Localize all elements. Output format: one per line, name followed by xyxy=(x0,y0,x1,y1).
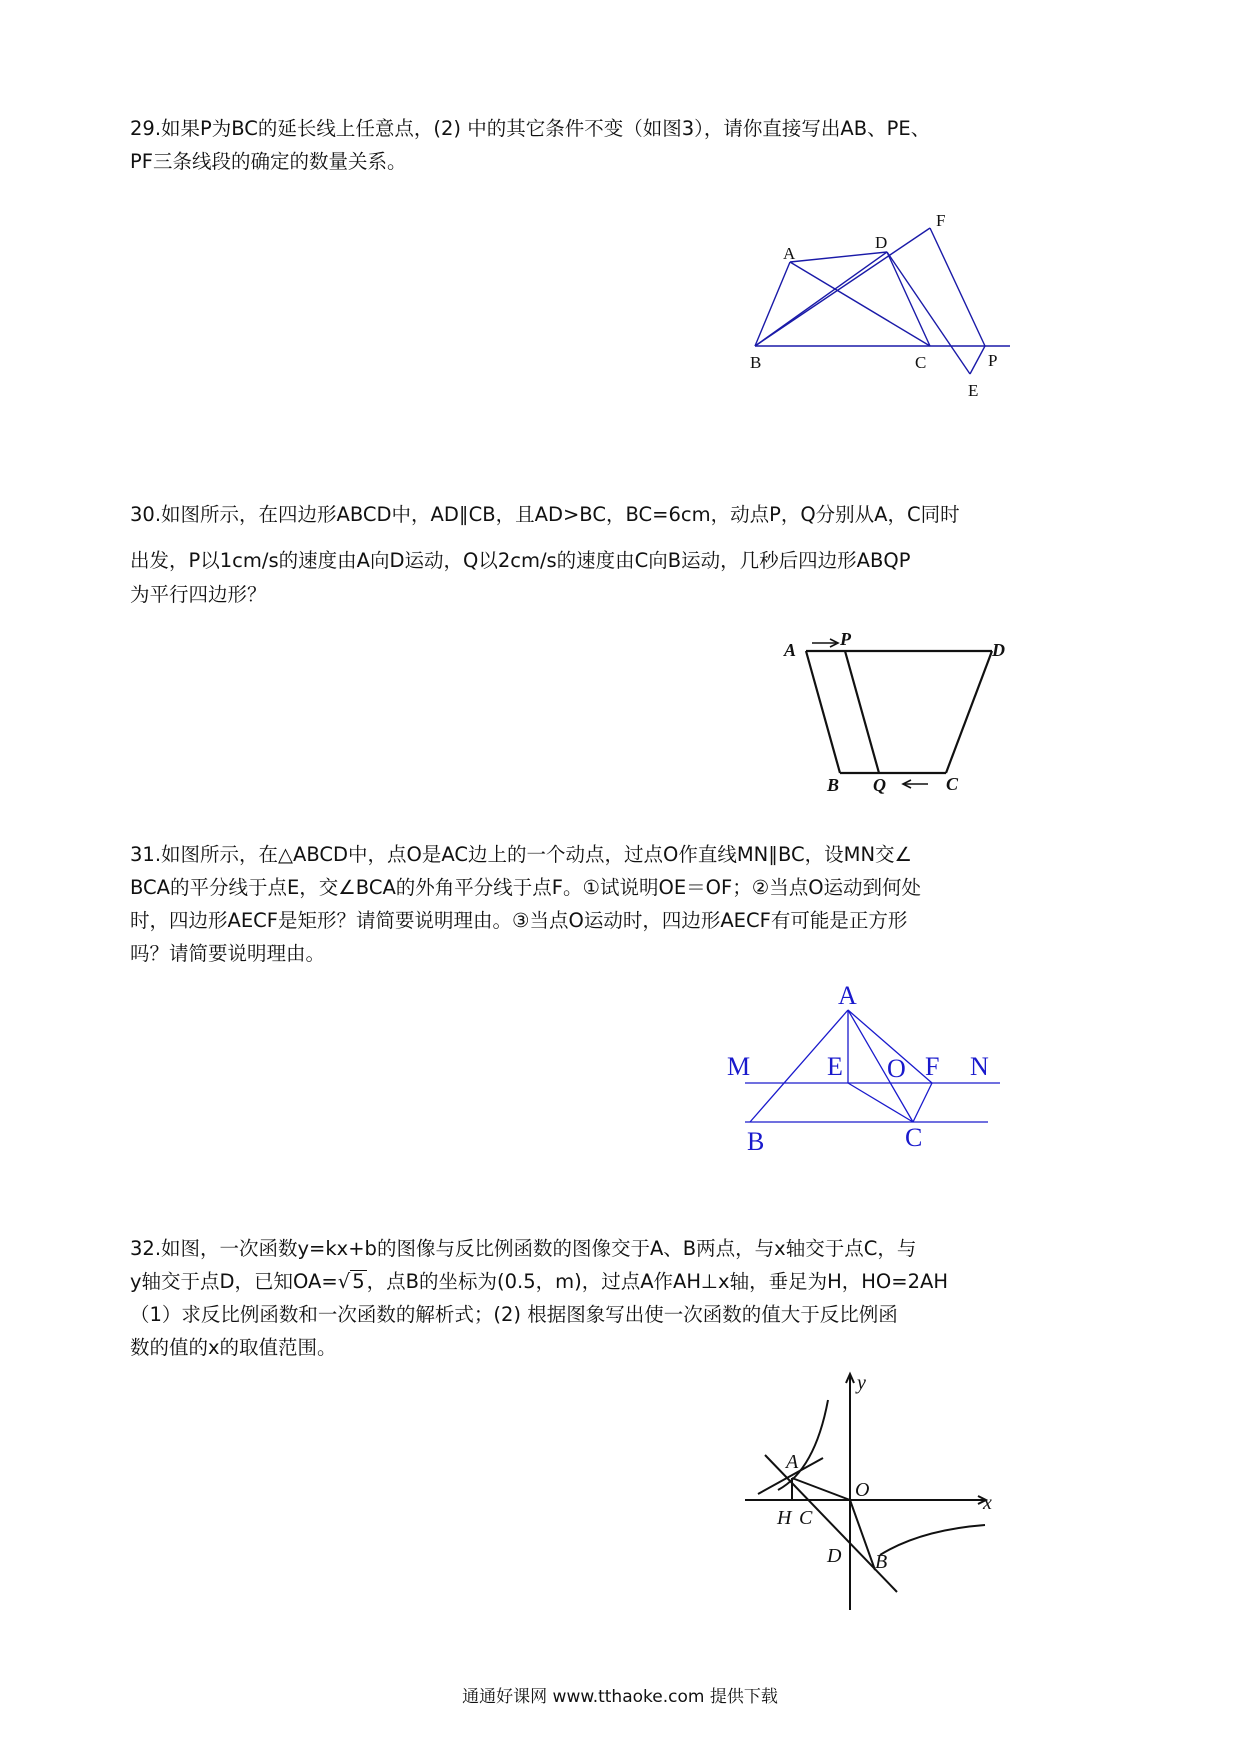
question-32-line-4: 数的值的x的取值范围。 xyxy=(130,1336,337,1359)
figure-30 xyxy=(770,625,1010,795)
question-31-line-3: 时，四边形AECF是矩形？请简要说明理由。③当点O运动时，四边形AECF有可能是正方形 xyxy=(130,909,908,932)
label-C: C xyxy=(915,353,927,372)
label-D: D xyxy=(992,640,1005,660)
label-C: C xyxy=(905,1123,923,1152)
figure-29 xyxy=(740,200,1020,405)
label-Q: Q xyxy=(873,775,886,795)
question-31 xyxy=(130,838,1010,970)
question-29-line-2: PF三条线段的确定的数量关系。 xyxy=(130,150,407,173)
figure-31 xyxy=(720,975,1010,1160)
label-N: N xyxy=(970,1052,989,1081)
question-30-line-1: 30.如图所示，在四边形ABCD中，AD∥CB，且AD>BC，BC=6cm，动点P，Q分别从A，C同时 xyxy=(130,503,960,526)
label-B: B xyxy=(747,1127,765,1156)
question-30 xyxy=(130,496,1010,610)
label-B: B xyxy=(875,1551,888,1573)
label-B: B xyxy=(750,353,762,372)
label-E: E xyxy=(827,1052,843,1081)
question-32-line-3: （1）求反比例函数和一次函数的解析式；(2) 根据图象写出使一次函数的值大于反比例函 xyxy=(130,1303,898,1326)
question-31-line-4: 吗？请简要说明理由。 xyxy=(130,942,326,965)
label-A: A xyxy=(783,244,796,263)
label-D: D xyxy=(875,233,888,252)
label-O: O xyxy=(887,1054,906,1083)
label-F: F xyxy=(925,1052,940,1081)
question-32 xyxy=(130,1232,1010,1364)
question-31-line-1: 31.如图所示，在△ABCD中，点O是AC边上的一个动点，过点O作直线MN∥BC，设MN交∠ xyxy=(130,843,913,866)
label-A: A xyxy=(786,1451,799,1473)
question-30-line-2: 出发，P以1cm/s的速度由A向D运动，Q以2cm/s的速度由C向B运动，几秒后四边形ABQP xyxy=(130,549,911,572)
question-32-line-2 xyxy=(130,1265,1010,1298)
figure-32 xyxy=(740,1368,1010,1618)
label-D: D xyxy=(827,1545,842,1567)
label-E: E xyxy=(968,381,979,400)
label-C: C xyxy=(946,774,959,794)
label-F: F xyxy=(936,211,946,230)
question-29 xyxy=(130,112,1010,178)
label-P: P xyxy=(840,629,851,649)
label-C: C xyxy=(799,1507,813,1529)
question-32-line-2-end: ，点B的坐标为(0.5，m)，过点A作AH⊥x轴，垂足为H，HO=2AH xyxy=(366,1270,949,1293)
label-O: O xyxy=(855,1479,870,1501)
sqrt-symbol: √ xyxy=(337,1270,351,1293)
question-32-line-1: 32.如图，一次函数y=kx+b的图像与反比例函数的图像交于A、B两点，与x轴交于点C，与 xyxy=(130,1237,917,1260)
label-x: x xyxy=(983,1492,992,1514)
label-M: M xyxy=(727,1052,751,1081)
page-footer: 通通好课网 www.tthaoke.com 提供下载 xyxy=(462,1687,778,1707)
label-A: A xyxy=(838,981,857,1010)
question-32-line-2-start: y轴交于点D，已知OA= xyxy=(130,1270,338,1293)
label-H: H xyxy=(777,1507,792,1529)
label-P: P xyxy=(988,351,998,370)
question-29-line-1: 29.如果P为BC的延长线上任意点，(2) 中的其它条件不变（如图3），请你直接写出AB、PE、 xyxy=(130,117,931,140)
label-A: A xyxy=(784,640,797,660)
question-30-line-3: 为平行四边形？ xyxy=(130,583,267,606)
question-31-line-2: BCA的平分线于点E，交∠BCA的外角平分线于点F。①试说明OE＝OF；②当点O运动到何处 xyxy=(130,876,922,899)
sqrt-radicand: 5 xyxy=(352,1270,365,1293)
label-B: B xyxy=(827,775,840,795)
label-y: y xyxy=(857,1372,866,1394)
